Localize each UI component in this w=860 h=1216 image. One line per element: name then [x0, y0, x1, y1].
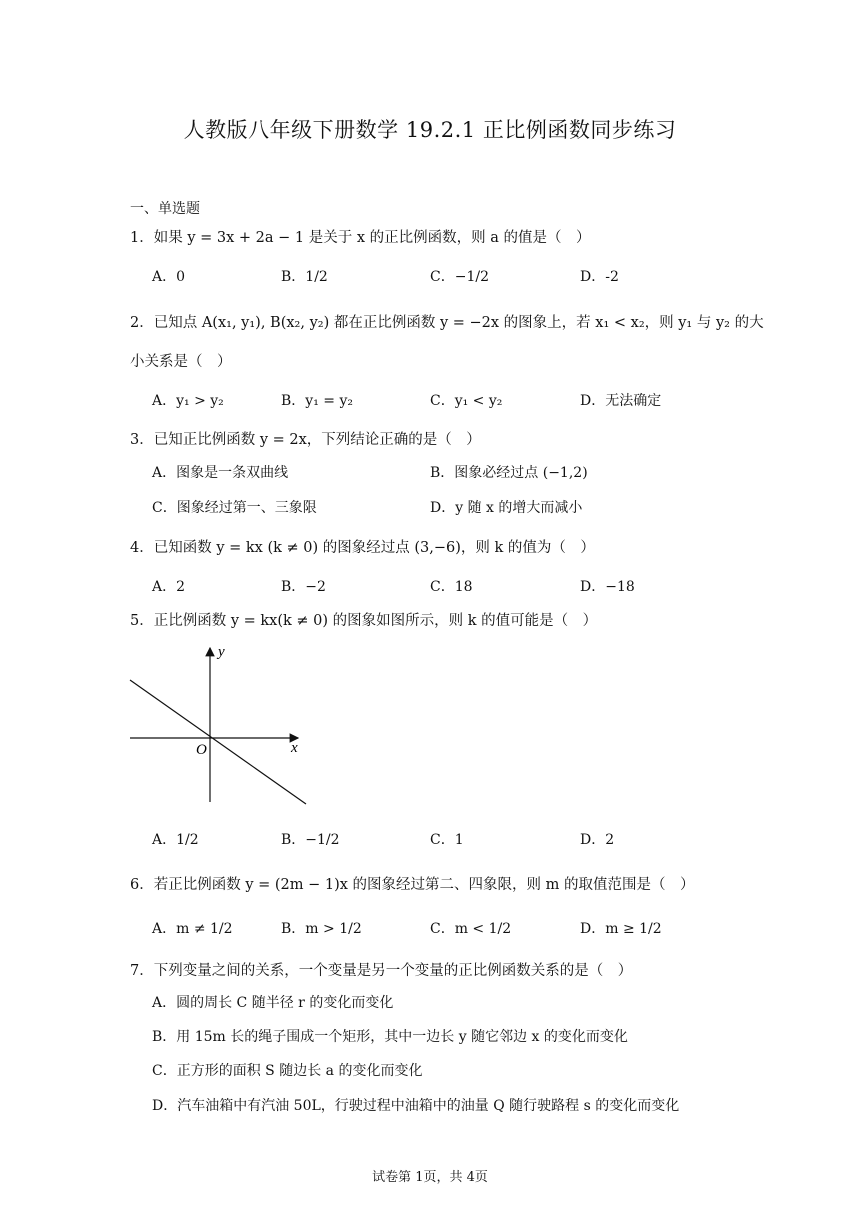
question-7-option-c[interactable]: C．正方形的面积 S 随边长 a 的变化而变化 — [152, 1063, 423, 1079]
question-2-option-a[interactable]: A．y₁ > y₂ — [152, 393, 224, 409]
question-6-stem: 6．若正比例函数 y = (2m − 1)x 的图象经过第二、四象限，则 m 的取值范围是（ ） — [130, 877, 695, 893]
question-5-option-a[interactable]: A．1/2 — [152, 832, 199, 848]
question-2-stem-line2: 小关系是（ ） — [130, 354, 232, 370]
question-6-option-a[interactable]: A．m ≠ 1/2 — [152, 921, 233, 937]
page-footer: 试卷第 1页，共 4页 — [372, 1170, 488, 1185]
x-axis-label: x — [291, 740, 298, 756]
page-title: 人教版八年级下册数学 19.2.1 正比例函数同步练习 — [183, 118, 677, 142]
question-6-option-d[interactable]: D．m ≥ 1/2 — [580, 921, 662, 937]
question-1-option-b[interactable]: B．1/2 — [281, 269, 328, 285]
question-1-option-a[interactable]: A．0 — [152, 269, 186, 285]
question-3-option-b[interactable]: B．图象必经过点 (−1,2) — [430, 465, 588, 481]
question-4-option-d[interactable]: D．−18 — [580, 579, 635, 595]
function-line — [130, 680, 306, 804]
question-5-option-c[interactable]: C．1 — [430, 832, 464, 848]
question-7-option-b[interactable]: B．用 15m 长的绳子围成一个矩形，其中一边长 y 随它邻边 x 的变化而变化 — [152, 1029, 628, 1045]
question-3-option-a[interactable]: A．图象是一条双曲线 — [152, 465, 289, 481]
question-2-option-c[interactable]: C．y₁ < y₂ — [430, 393, 503, 409]
question-1-option-c[interactable]: C．−1/2 — [430, 269, 489, 285]
section-heading: 一、单选题 — [130, 201, 200, 217]
question-4-option-a[interactable]: A．2 — [152, 579, 186, 595]
origin-label: O — [196, 742, 207, 758]
question-7-option-a[interactable]: A．圆的周长 C 随半径 r 的变化而变化 — [152, 995, 394, 1011]
question-5-stem: 5．正比例函数 y = kx(k ≠ 0) 的图象如图所示，则 k 的值可能是（ ） — [130, 613, 598, 629]
question-7-option-d[interactable]: D．汽车油箱中有汽油 50L，行驶过程中油箱中的油量 Q 随行驶路程 s 的变化而变化 — [152, 1098, 680, 1114]
question-2-stem-line1: 2．已知点 A(x₁, y₁), B(x₂, y₂) 都在正比例函数 y = −2x 的图象上，若 x₁ < x₂，则 y₁ 与 y₂ 的大 — [130, 315, 764, 331]
question-5-option-b[interactable]: B．−1/2 — [281, 832, 340, 848]
y-axis-label: y — [218, 644, 225, 660]
question-7-stem: 7．下列变量之间的关系，一个变量是另一个变量的正比例函数关系的是（ ） — [130, 963, 633, 979]
question-4-stem: 4．已知函数 y = kx (k ≠ 0) 的图象经过点 (3,−6)，则 k 的值为（ ） — [130, 540, 595, 556]
question-1-stem: 1．如果 y = 3x + 2a − 1 是关于 x 的正比例函数，则 a 的值是（ ） — [130, 230, 591, 246]
question-2-option-d[interactable]: D．无法确定 — [580, 393, 662, 409]
question-4-option-b[interactable]: B．−2 — [281, 579, 326, 595]
question-1-option-d[interactable]: D．-2 — [580, 269, 619, 285]
question-3-option-d[interactable]: D．y 随 x 的增大而减小 — [430, 500, 583, 516]
question-5-option-d[interactable]: D．2 — [580, 832, 615, 848]
question-5-graph — [128, 642, 318, 810]
question-3-option-c[interactable]: C．图象经过第一、三象限 — [152, 500, 317, 516]
question-2-option-b[interactable]: B．y₁ = y₂ — [281, 393, 353, 409]
question-6-option-b[interactable]: B．m > 1/2 — [281, 921, 362, 937]
question-4-option-c[interactable]: C．18 — [430, 579, 473, 595]
question-6-option-c[interactable]: C．m < 1/2 — [430, 921, 512, 937]
question-3-stem: 3．已知正比例函数 y = 2x，下列结论正确的是（ ） — [130, 432, 481, 448]
